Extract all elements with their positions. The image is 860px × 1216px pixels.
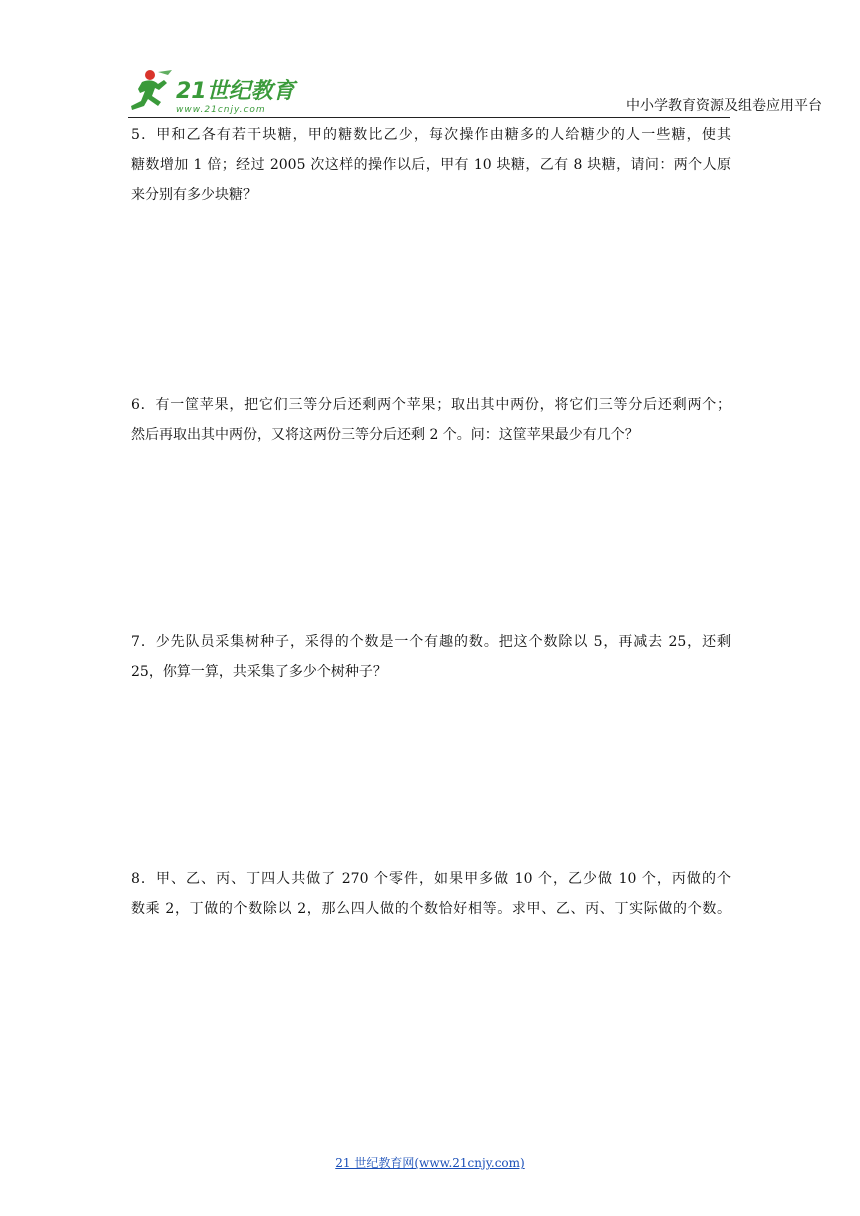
header-divider — [128, 117, 730, 118]
runner-logo-icon — [128, 66, 298, 118]
question-line: 来分别有多少块糖？ — [131, 187, 257, 203]
question-line: 然后再取出其中两份，又将这两份三等分后还剩 2 个。问：这筐苹果最少有几个？ — [131, 427, 639, 443]
question-line: 数乘 2，丁做的个数除以 2，那么四人做的个数恰好相等。求甲、乙、丙、丁实际做的个数。 — [131, 901, 731, 917]
question-line: 8．甲、乙、丙、丁四人共做了 270 个零件，如果甲多做 10 个，乙少做 10 个，丙做的个 — [131, 871, 731, 887]
footer-site-link[interactable]: 21 世纪教育网(www.21cnjy.com) — [335, 1156, 525, 1170]
question-6 — [131, 390, 731, 450]
svg-text:www.21cnjy.com: www.21cnjy.com — [176, 105, 266, 115]
question-7 — [131, 627, 731, 687]
question-line: 糖数增加 1 倍；经过 2005 次这样的操作以后，甲有 10 块糖，乙有 8 块糖，请问：两个人原 — [131, 157, 731, 173]
site-logo[interactable] — [128, 66, 298, 118]
page-header — [0, 0, 860, 120]
question-8 — [131, 864, 731, 924]
question-line: 5．甲和乙各有若干块糖，甲的糖数比乙少，每次操作由糖多的人给糖少的人一些糖，使其 — [131, 127, 731, 143]
question-line: 7．少先队员采集树种子，采得的个数是一个有趣的数。把这个数除以 5，再减去 25，还剩 — [131, 634, 731, 650]
page-footer — [0, 1154, 860, 1171]
svg-text:21世纪教育: 21世纪教育 — [176, 79, 295, 104]
question-line: 25，你算一算，共采集了多少个树种子？ — [131, 664, 387, 680]
platform-name: 中小学教育资源及组卷应用平台 — [626, 98, 822, 114]
question-line: 6．有一筐苹果，把它们三等分后还剩两个苹果；取出其中两份，将它们三等分后还剩两个； — [131, 397, 731, 413]
question-5 — [131, 120, 731, 210]
